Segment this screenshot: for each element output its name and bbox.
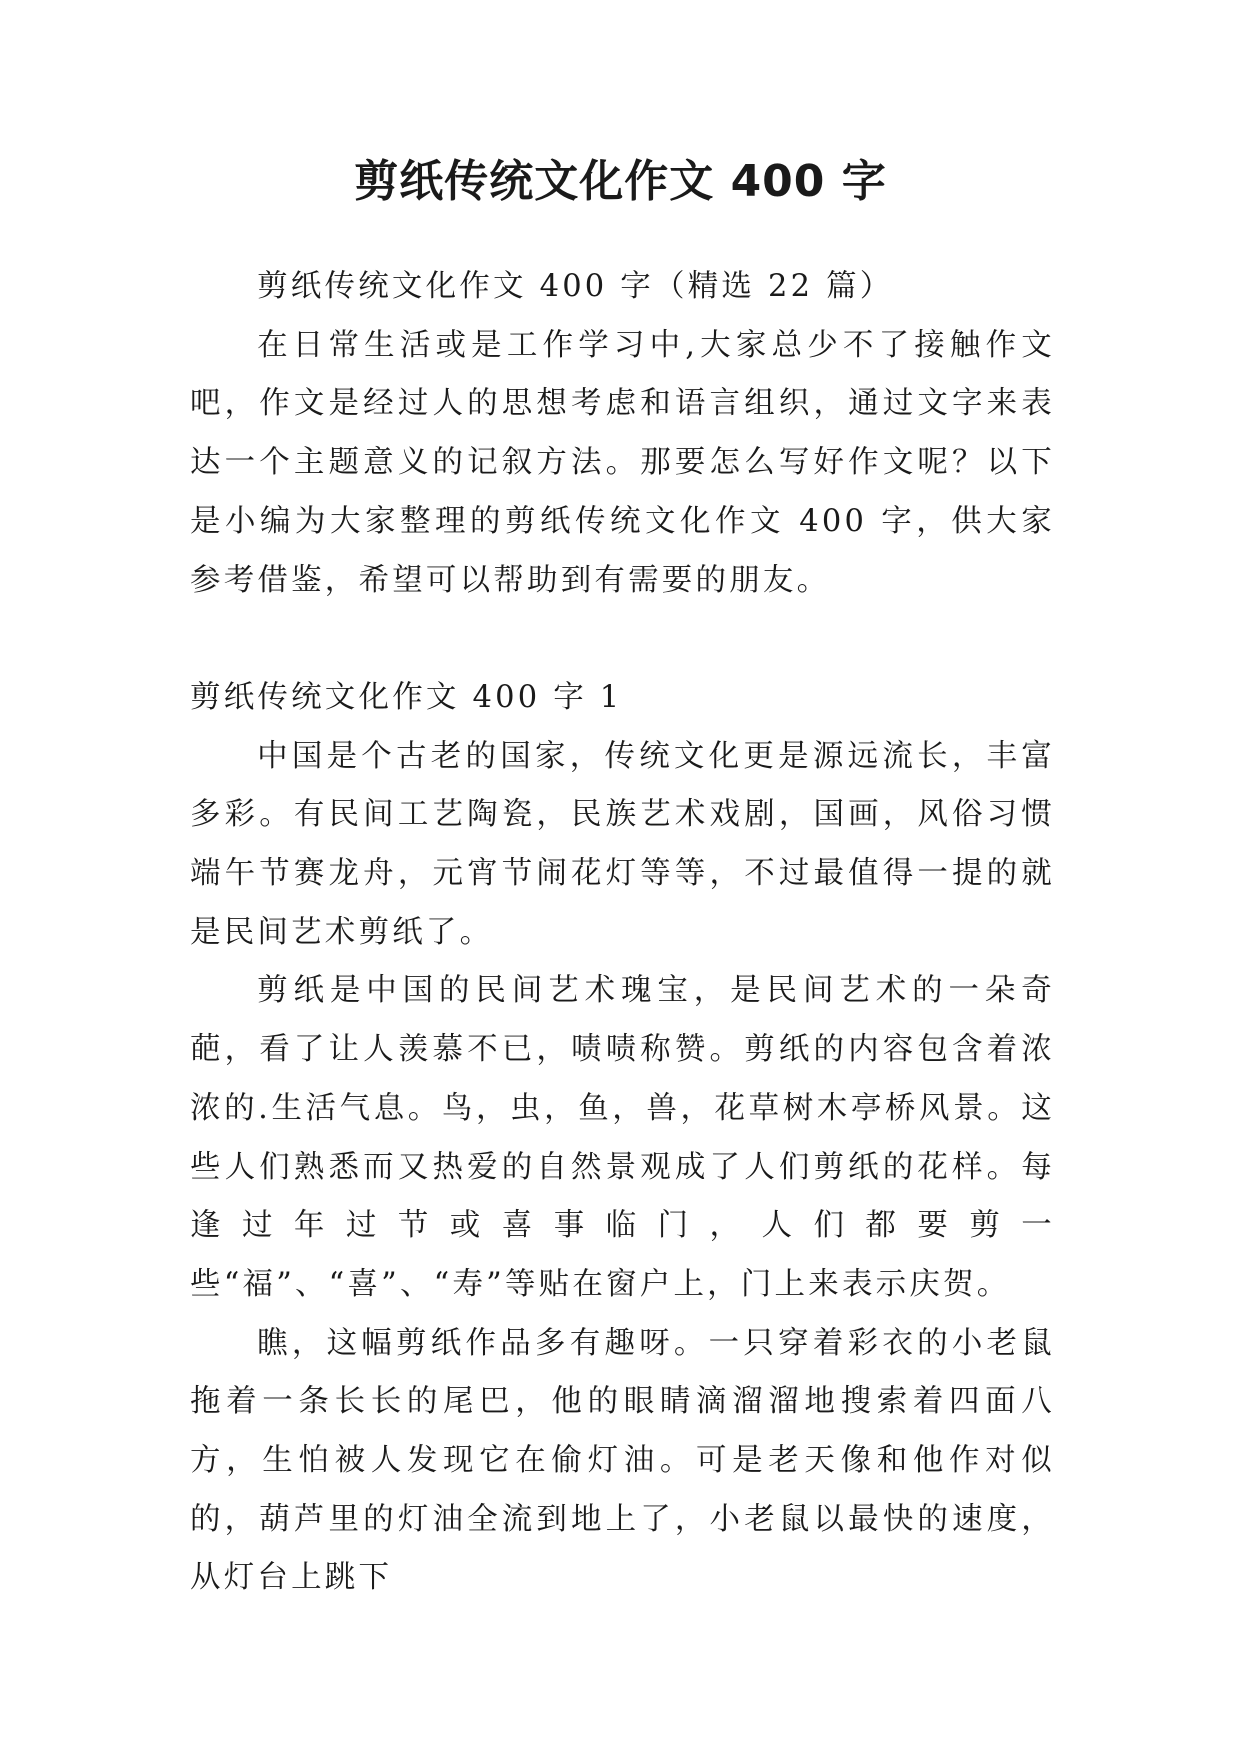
- document-title: 剪纸传统文化作文 400 字: [354, 156, 887, 207]
- section-spacer: [190, 610, 1055, 669]
- section-heading: 剪纸传统文化作文 400 字 1: [190, 679, 623, 715]
- essay-paragraph-2: 剪纸是中国的民间艺术瑰宝，是民间艺术的一朵奇葩，看了让人羡慕不已，啧啧称赞。剪纸的内容包含着浓浓的.生活气息。鸟，虫，鱼，兽，花草树木亭桥风景。这些人们熟悉而又热爱的自然景观成了人们剪纸的花样。每逢过年过节或喜事临门，人们都要剪一些“福”、“喜”、“寿”等贴在窗户上，门上来表示庆贺。: [190, 973, 1055, 1302]
- essay-paragraph-3: 瞧，这幅剪纸作品多有趣呀。一只穿着彩衣的小老鼠拖着一条长长的尾巴，他的眼睛滴溜溜地搜索着四面八方，生怕被人发现它在偷灯油。可是老天像和他作对似的，葫芦里的灯油全流到地上了，小老鼠以最快的速度，从灯台上跳下: [190, 1325, 1055, 1596]
- intro-paragraph: 在日常生活或是工作学习中,大家总少不了接触作文吧，作文是经过人的思想考虑和语言组织，通过文字来表达一个主题意义的记叙方法。那要怎么写好作文呢？以下是小编为大家整理的剪纸传统文化作文 400 字，供大家参考借鉴，希望可以帮助到有需要的朋友。: [190, 327, 1055, 598]
- essay-paragraph-1: 中国是个古老的国家，传统文化更是源远流长，丰富多彩。有民间工艺陶瓷，民族艺术戏剧，国画，风俗习惯端午节赛龙舟，元宵节闹花灯等等，不过最值得一提的就是民间艺术剪纸了。: [190, 738, 1055, 950]
- document-subtitle: 剪纸传统文化作文 400 字（精选 22 篇）: [257, 269, 894, 304]
- document-body: [190, 258, 1055, 1608]
